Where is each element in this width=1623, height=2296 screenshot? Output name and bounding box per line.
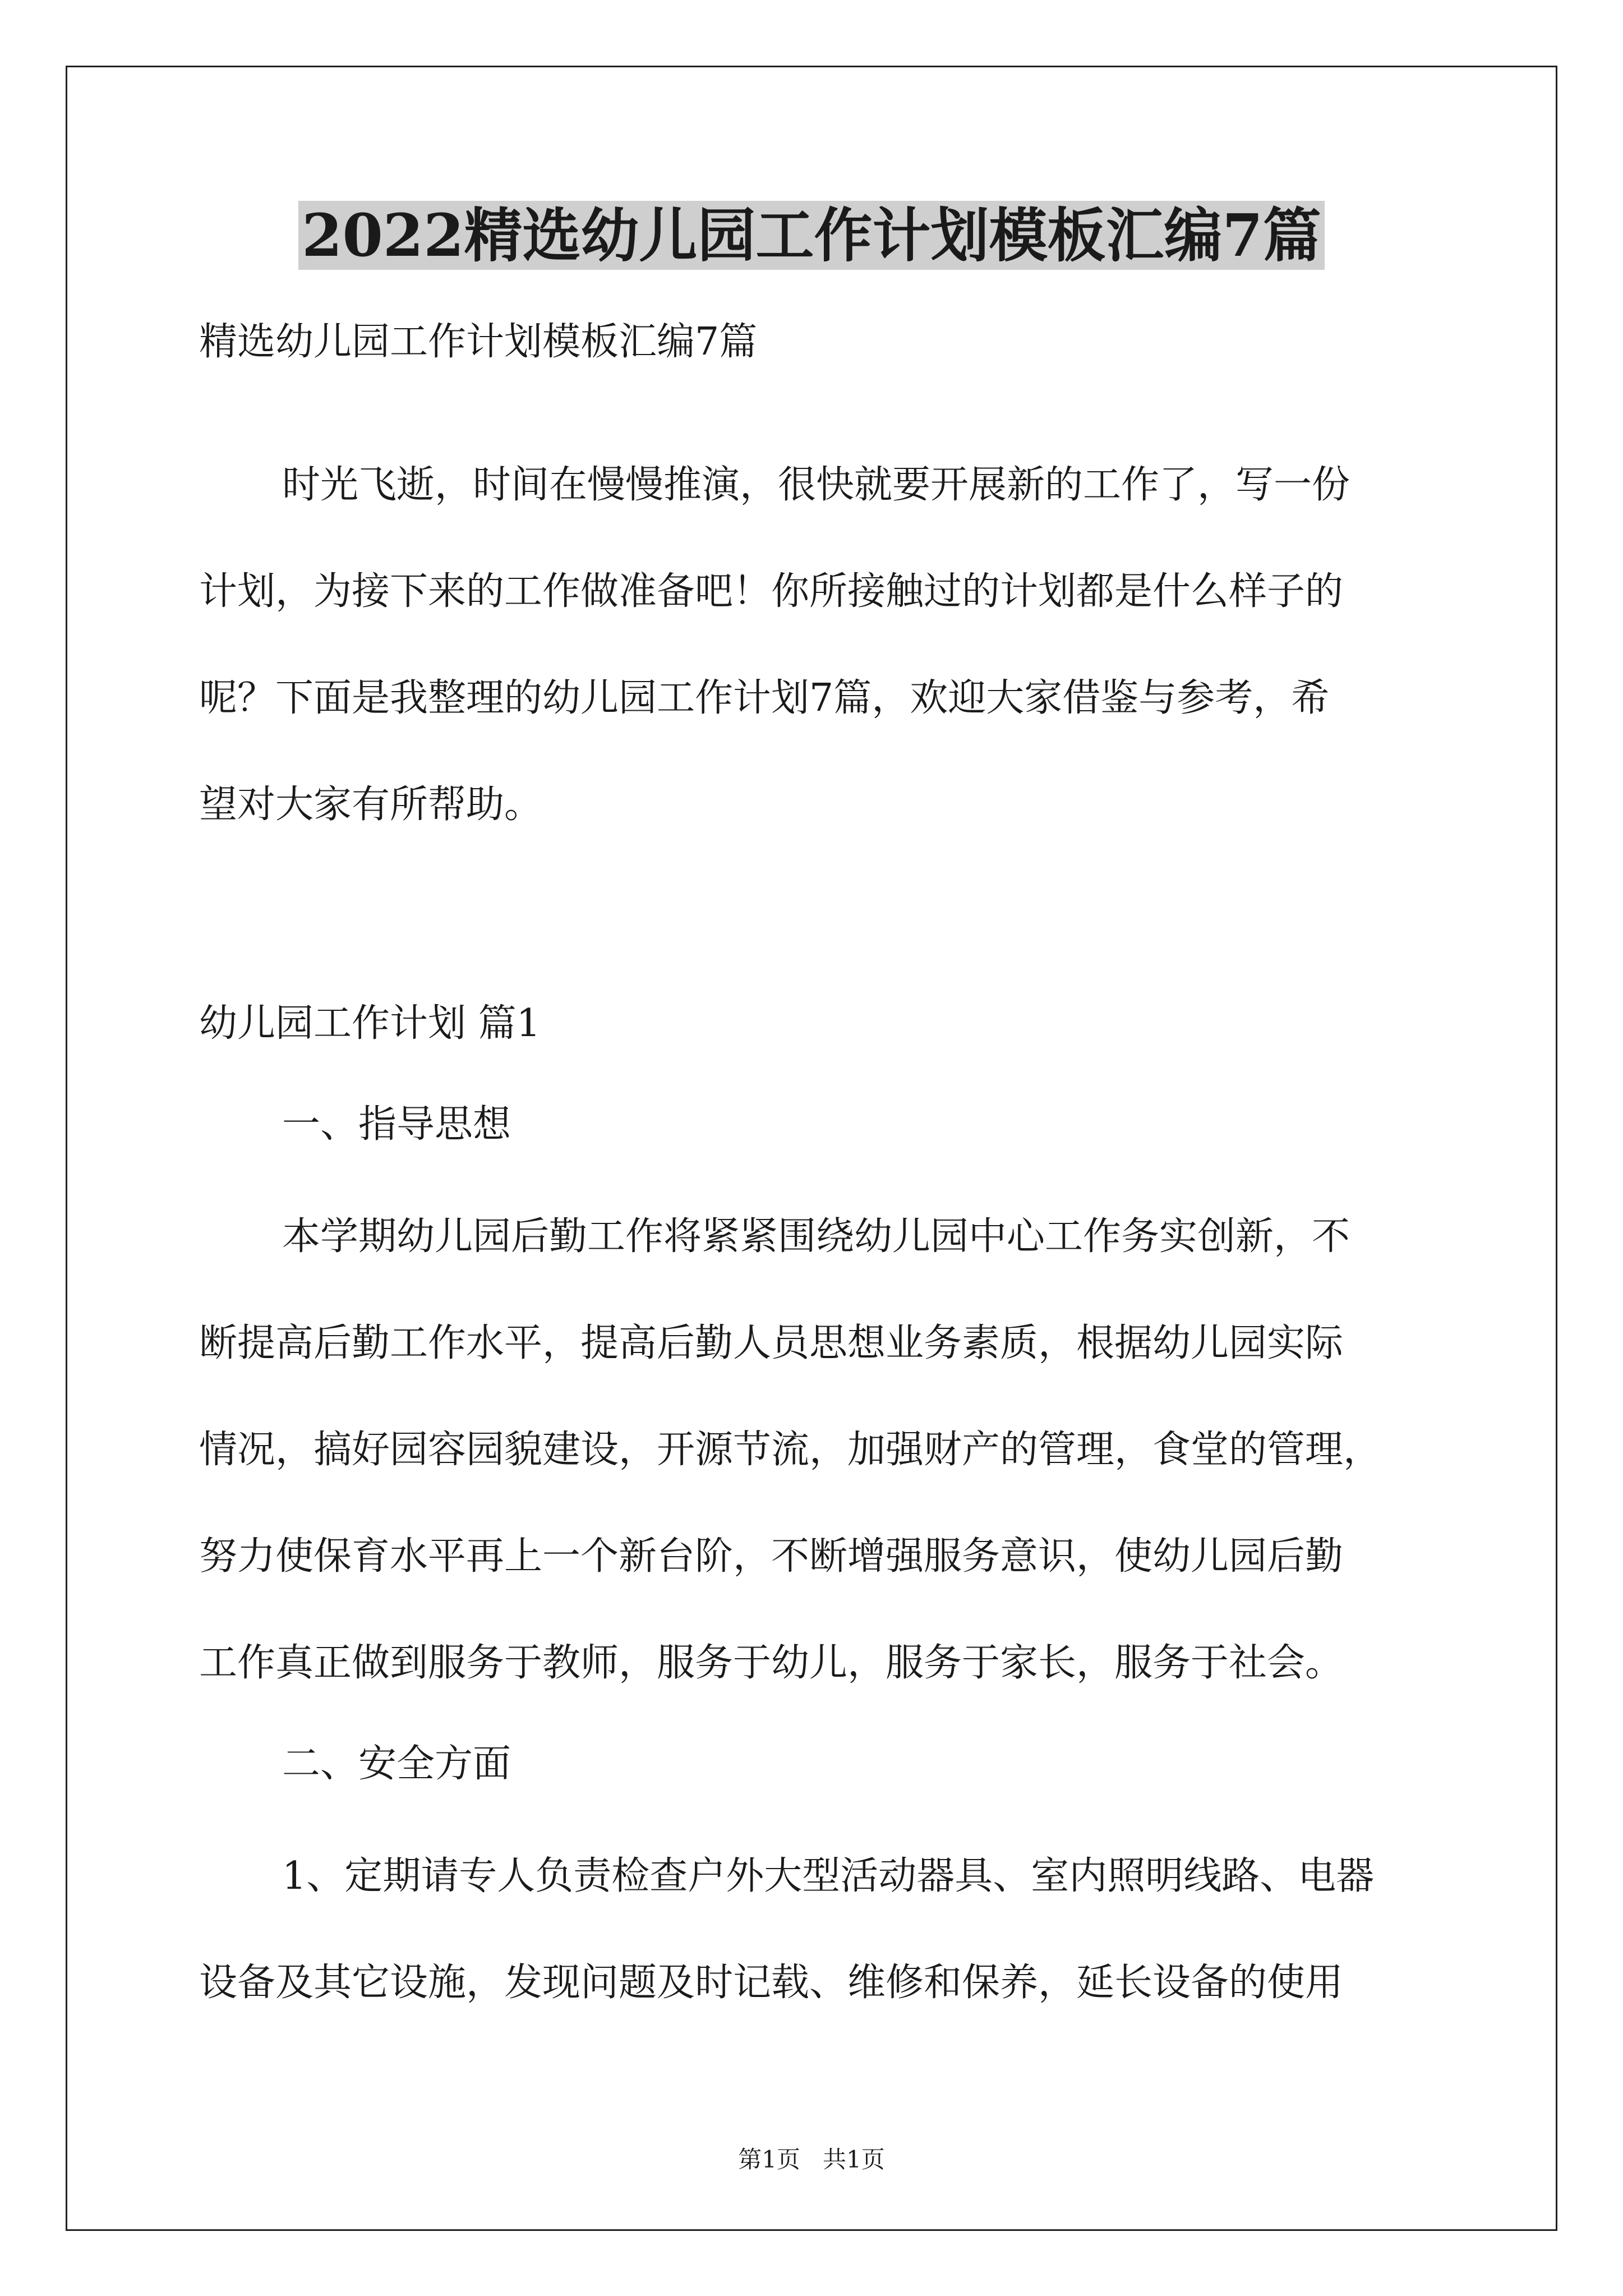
body-line-5: 工作真正做到服务于教师，服务于幼儿，服务于家长，服务于社会。 bbox=[199, 1641, 1344, 1685]
body-line-4: 努力使保育水平再上一个新台阶，不断增强服务意识，使幼儿园后勤 bbox=[199, 1534, 1344, 1579]
page-footer: 第1页 共1页 bbox=[738, 2146, 885, 2173]
subheading-safety: 二、安全方面 bbox=[282, 1742, 511, 1786]
intro-line-4: 望对大家有所帮助。 bbox=[199, 783, 543, 827]
intro-line-2: 计划，为接下来的工作做准备吧！你所接触过的计划都是什么样子的 bbox=[199, 569, 1344, 614]
body-line-6: 1、定期请专人负责检查户外大型活动器具、室内照明线路、电器 bbox=[282, 1854, 1375, 1898]
body-line-1: 本学期幼儿园后勤工作将紧紧围绕幼儿园中心工作务实创新，不 bbox=[282, 1214, 1350, 1259]
body-line-7: 设备及其它设施，发现问题及时记载、维修和保养，延长设备的使用 bbox=[199, 1961, 1344, 2005]
body-line-2: 断提高后勤工作水平，提高后勤人员思想业务素质，根据幼儿园实际 bbox=[199, 1321, 1344, 1365]
document-title-text: 2022精选幼儿园工作计划模板汇编7篇 bbox=[298, 201, 1325, 270]
intro-line-1: 时光飞逝，时间在慢慢推演，很快就要开展新的工作了，写一份 bbox=[282, 463, 1350, 507]
subtitle-line: 精选幼儿园工作计划模板汇编7篇 bbox=[199, 320, 758, 364]
subheading-guiding-thought: 一、指导思想 bbox=[282, 1102, 511, 1147]
body-line-3: 情况，搞好园容园貌建设，开源节流，加强财产的管理，食堂的管理， bbox=[199, 1428, 1382, 1472]
intro-line-3: 呢？下面是我整理的幼儿园工作计划7篇，欢迎大家借鉴与参考，希 bbox=[199, 676, 1330, 720]
section-heading: 幼儿园工作计划 篇1 bbox=[199, 1001, 541, 1046]
document-title bbox=[0, 196, 1623, 275]
